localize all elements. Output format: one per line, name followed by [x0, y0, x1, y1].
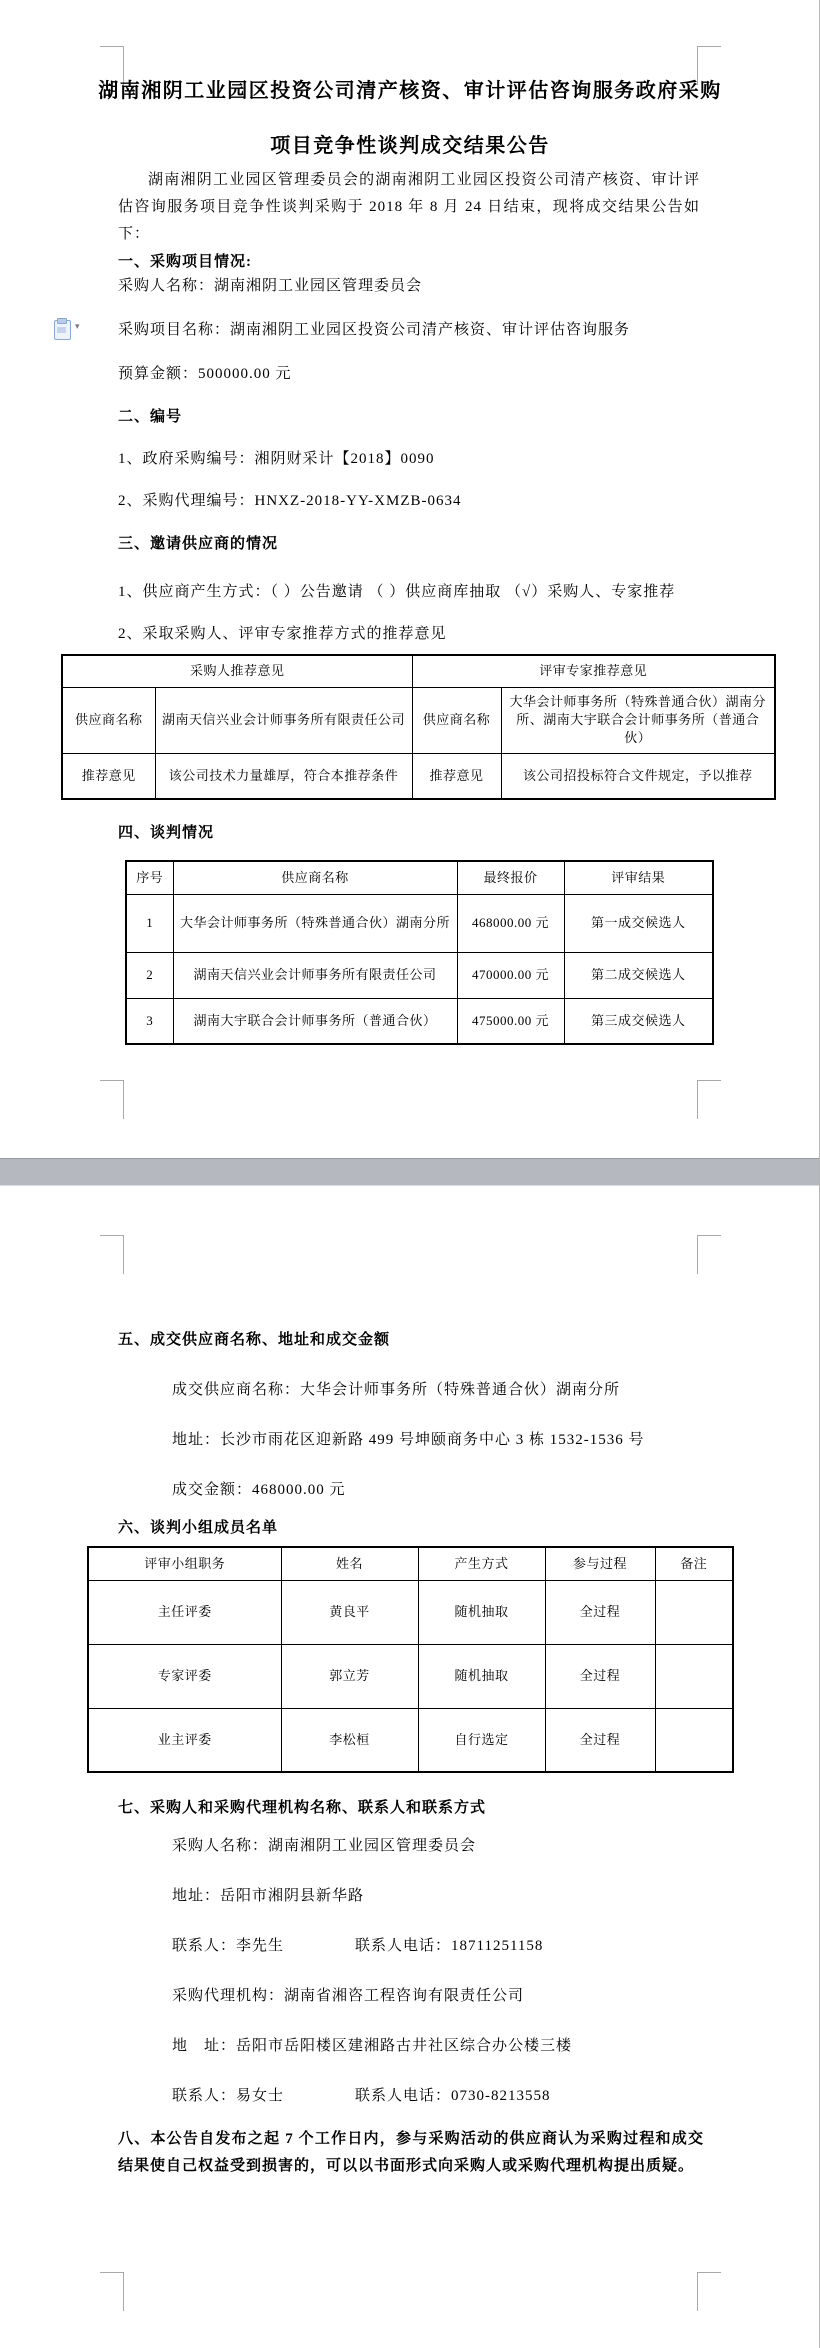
table-cell: 推荐意见: [412, 753, 501, 799]
contact-phone: 联系人电话：0730-8213558: [355, 2088, 551, 2104]
table-row: [62, 687, 775, 753]
text-boundary-mark: [697, 1235, 721, 1274]
budget-line: 预算金额：500000.00 元: [118, 366, 292, 382]
paste-options-icon: [54, 320, 71, 340]
table-cell: 1: [126, 894, 173, 952]
section3-heading: 三、邀请供应商的情况: [118, 536, 279, 552]
table-row: [62, 753, 775, 799]
text-boundary-mark: [697, 2272, 721, 2311]
project-name-line: 采购项目名称：湖南湘阴工业园区投资公司清产核资、审计评估咨询服务: [118, 322, 631, 338]
negotiation-table: [125, 860, 714, 1045]
table-header-cell: 备注: [655, 1547, 733, 1580]
text-boundary-mark: [100, 1080, 124, 1119]
table-row: [88, 1644, 733, 1708]
agency-address-line: 地 址：岳阳市岳阳楼区建湘路古井社区综合办公楼三楼: [172, 2038, 573, 2054]
table-cell: 湖南大宇联合会计师事务所（普通合伙）: [173, 998, 457, 1044]
table-cell: 第二成交候选人: [564, 952, 713, 998]
table-row: [126, 998, 713, 1044]
winner-address-line: 地址：长沙市雨花区迎新路 499 号坤颐商务中心 3 栋 1532-1536 号: [172, 1432, 645, 1448]
table-header-cell: 评审小组职务: [88, 1547, 281, 1580]
buyer-address-line: 地址：岳阳市湘阴县新华路: [172, 1888, 365, 1904]
table-cell: 该公司招投标符合文件规定，予以推荐: [501, 753, 775, 799]
section2-heading: 二、编号: [118, 409, 183, 425]
table-cell: 468000.00 元: [457, 894, 564, 952]
table-cell: [655, 1644, 733, 1708]
table-cell: 该公司技术力量雄厚，符合本推荐条件: [155, 753, 412, 799]
table-header-row: [88, 1547, 733, 1580]
buyer-name-line: 采购人名称：湖南湘阴工业园区管理委员会: [118, 278, 423, 294]
section4-heading: 四、谈判情况: [118, 825, 215, 841]
page-title-line2: 项目竞争性谈判成交结果公告: [270, 135, 550, 157]
table-cell: 主任评委: [88, 1580, 281, 1644]
table-cell: 全过程: [545, 1708, 655, 1772]
agency-contact-line: [172, 2086, 551, 2106]
table-header-row: [62, 655, 775, 687]
table-cell: 2: [126, 952, 173, 998]
section7-heading: 七、采购人和采购代理机构名称、联系人和联系方式: [118, 1800, 487, 1816]
table-header-cell: 最终报价: [457, 861, 564, 894]
table-cell: [655, 1580, 733, 1644]
text-boundary-mark: [697, 1080, 721, 1119]
table-cell: 自行选定: [418, 1708, 545, 1772]
table-cell: 大华会计师事务所（特殊普通合伙）湖南分所: [173, 894, 457, 952]
contact-name: 联系人：李先生: [172, 1938, 285, 1954]
table-cell: 供应商名称: [62, 687, 155, 753]
contact-phone: 联系人电话：18711251158: [355, 1938, 544, 1954]
page-2: [0, 1186, 819, 2348]
panel-table: [87, 1546, 734, 1773]
paste-options-button[interactable]: [52, 318, 90, 342]
contact-name: 联系人：易女士: [172, 2088, 285, 2104]
page-separator: [0, 1158, 819, 1186]
page-title-line1: 湖南湘阴工业园区投资公司清产核资、审计评估咨询服务政府采购: [98, 80, 722, 102]
table-row: [88, 1580, 733, 1644]
table-header-cell: 参与过程: [545, 1547, 655, 1580]
recommend-opinion-line: 2、采取采购人、评审专家推荐方式的推荐意见: [118, 626, 447, 642]
recommend-table: [61, 654, 776, 800]
section5-heading: 五、成交供应商名称、地址和成交金额: [118, 1332, 391, 1348]
table-cell: 湖南天信兴业会计师事务所有限责任公司: [155, 687, 412, 753]
table-header-cell: 评审结果: [564, 861, 713, 894]
table-header-cell: 姓名: [281, 1547, 418, 1580]
table-cell: 供应商名称: [412, 687, 501, 753]
table-header-cell: 序号: [126, 861, 173, 894]
table-cell: 湖南天信兴业会计师事务所有限责任公司: [173, 952, 457, 998]
table-cell: 第三成交候选人: [564, 998, 713, 1044]
table-header-cell: 产生方式: [418, 1547, 545, 1580]
text-boundary-mark: [100, 2272, 124, 2311]
deal-amount-line: 成交金额：468000.00 元: [172, 1482, 346, 1498]
winner-line: 成交供应商名称：大华会计师事务所（特殊普通合伙）湖南分所: [172, 1382, 621, 1398]
table-row: [88, 1708, 733, 1772]
table-cell: [655, 1708, 733, 1772]
table-cell: 推荐意见: [62, 753, 155, 799]
table-cell: 业主评委: [88, 1708, 281, 1772]
table-cell: 黄良平: [281, 1580, 418, 1644]
table-cell: 李松桓: [281, 1708, 418, 1772]
section1-heading: 一、采购项目情况:: [118, 254, 252, 270]
table-row: [126, 952, 713, 998]
table-cell: 专家评委: [88, 1644, 281, 1708]
table-header-cell: 供应商名称: [173, 861, 457, 894]
gov-procurement-no-line: 1、政府采购编号：湘阴财采计【2018】0090: [118, 451, 435, 467]
table-cell: 475000.00 元: [457, 998, 564, 1044]
chevron-down-icon: ▾: [75, 322, 80, 332]
table-cell: 全过程: [545, 1644, 655, 1708]
table-row: [126, 894, 713, 952]
supplier-method-line: 1、供应商产生方式：（ ）公告邀请 （ ）供应商库抽取 （√）采购人、专家推荐: [118, 584, 676, 600]
table-cell: 470000.00 元: [457, 952, 564, 998]
section8-paragraph: 八、本公告自发布之起 7 个工作日内，参与采购活动的供应商认为采购过程和成交结果使自己权益受到损害的，可以以书面形式向采购人或采购代理机构提出质疑。: [118, 2131, 704, 2174]
buyer-name-line: 采购人名称：湖南湘阴工业园区管理委员会: [172, 1838, 477, 1854]
page-1: [0, 0, 819, 1158]
table-cell: 大华会计师事务所（特殊普通合伙）湖南分所、湖南大宇联合会计师事务所（普通合伙）: [501, 687, 775, 753]
table-cell: 随机抽取: [418, 1580, 545, 1644]
table-header-row: [126, 861, 713, 894]
intro-paragraph: 湖南湘阴工业园区管理委员会的湖南湘阴工业园区投资公司清产核资、审计评估咨询服务项目竞争性谈判采购于 2018 年 8 月 24 日结束，现将成交结果公告如下：: [118, 172, 700, 242]
table-cell: 随机抽取: [418, 1644, 545, 1708]
table-cell: 第一成交候选人: [564, 894, 713, 952]
section6-heading: 六、谈判小组成员名单: [118, 1520, 279, 1536]
agency-name-line: 采购代理机构：湖南省湘咨工程咨询有限责任公司: [172, 1988, 525, 2004]
text-boundary-mark: [100, 1235, 124, 1274]
table-cell: 3: [126, 998, 173, 1044]
table-header-cell: 评审专家推荐意见: [412, 655, 775, 687]
buyer-contact-line: [172, 1936, 543, 1956]
agency-no-line: 2、采购代理编号：HNXZ-2018-YY-XMZB-0634: [118, 493, 462, 509]
table-cell: 全过程: [545, 1580, 655, 1644]
table-header-cell: 采购人推荐意见: [62, 655, 412, 687]
table-cell: 郭立芳: [281, 1644, 418, 1708]
